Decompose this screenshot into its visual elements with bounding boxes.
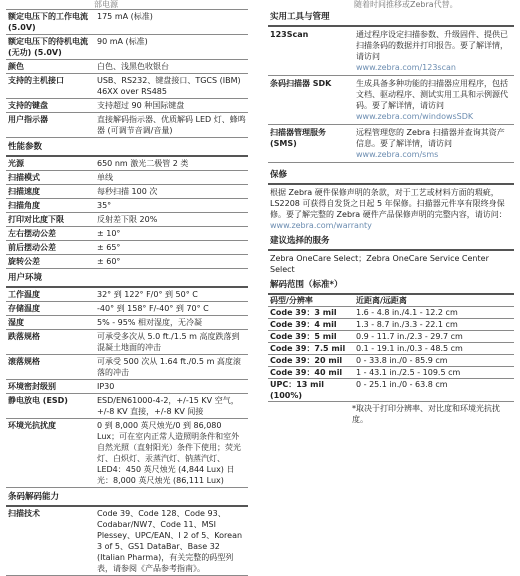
link-warranty[interactable]: www.zebra.com/warranty <box>270 221 372 230</box>
spec-row-operating-current: 额定电压下的工作电流 (5.0V) 175 mA (标准) <box>6 10 248 35</box>
spec-row-ambient-light: 环境光抗扰度 0 到 8,000 英尺烛光/0 到 86,080 Lux；可在室内正常人造照明条件和室外自然光照（直射阳光）条件下使用；荧光灯、白炽灯、汞蒸汽灯、钠蒸汽灯、LED4：450 英尺烛光 (4,844 Lux) 日光：8,000 英尺烛光 (86,111 Lux) <box>6 419 248 488</box>
spec-row-roll-tolerance: 左右摆动公差 ± 10° <box>6 227 248 241</box>
spec-row-scan-rate: 扫描速度 每秒扫描 100 次 <box>6 185 248 199</box>
spec-row-keyboards: 支持的键盘 支持超过 90 种国际键盘 <box>6 99 248 113</box>
section-title-performance: 性能参数 <box>6 138 248 157</box>
spec-row-storage-temp: 存储温度 -40° 到 158° F/-40° 到 70° C <box>6 302 248 316</box>
spec-row-tumble-spec: 滚落规格 可承受 500 次从 1.64 ft./0.5 m 高度滚落的冲击 <box>6 355 248 380</box>
range-row: Code 39：7.5 mil 0.1 - 19.1 in./0.3 - 48.5 cm <box>268 343 514 355</box>
spec-row-operating-temp: 工作温度 32° 到 122° F/0° 到 50° C <box>6 288 248 302</box>
spec-row-esd: 静电放电 (ESD) ESD/EN61000-4-2，+/-15 KV 空气，+/-8 KV 直接，+/-8 KV 间接 <box>6 394 248 419</box>
spec-row-scan-angle: 扫描角度 35° <box>6 199 248 213</box>
spec-row-pitch-tolerance: 前后摆动公差 ± 65° <box>6 241 248 255</box>
spec-row-humidity: 湿度 5% - 95% 相对湿度，无冷凝 <box>6 316 248 330</box>
range-row: Code 39：20 mil 0 - 33.8 in./0 - 85.9 cm <box>268 355 514 367</box>
tool-row-sms: 扫描器管理服务 (SMS) 远程管理您的 Zebra 扫描器并查询其资产信息。要了解详情，请访问 www.zebra.com/sms <box>268 125 514 163</box>
link-windows-sdk[interactable]: www.zebra.com/windowsSDK <box>356 112 474 121</box>
section-title-services: 建议选择的服务 <box>268 233 514 251</box>
right-column <box>268 0 514 426</box>
range-row: Code 39：5 mil 0.9 - 11.7 in./2.3 - 29.7 cm <box>268 331 514 343</box>
range-note-row <box>268 402 514 426</box>
range-row: Code 39：40 mil 1 - 43.1 in./2.5 - 109.5 cm <box>268 367 514 379</box>
left-top-partial: 部电源 <box>6 0 248 10</box>
spec-row-drop-spec: 跌落规格 可承受多次从 5.0 ft./1.5 m 高度跌落到混凝土地面的冲击 <box>6 330 248 355</box>
tool-desc: 生成具备多种功能的扫描器应用程序，包括文档、驱动程序、测试实用工具和示例源代码。要了解详情，请访问 <box>356 79 508 110</box>
tool-desc: 远程管理您的 Zebra 扫描器并查询其资产信息。要了解详情，请访问 <box>356 128 505 148</box>
spec-row-scan-pattern: 扫描模式 单线 <box>6 171 248 185</box>
services-text: Zebra OneCare Select；Zebra OneCare Service Center Select <box>270 254 489 274</box>
spec-row-print-contrast: 打印对比度下限 反射差下限 20% <box>6 213 248 227</box>
spec-row-color: 颜色 白色、浅黑色收银台 <box>6 60 248 74</box>
range-table-header: 码型/分辨率 近距离/远距离 <box>268 295 514 307</box>
link-sms[interactable]: www.zebra.com/sms <box>356 150 439 159</box>
spec-row-sealing: 环境密封级别 IP30 <box>6 380 248 394</box>
spec-row-light-source: 光源 650 nm 激光二极管 2 类 <box>6 157 248 171</box>
range-footnote: *取决于打印分辨率、对比度和环境光抗扰度。 <box>352 404 500 424</box>
range-row: UPC：13 mil (100%) 0 - 25.1 in./0 - 63.8 cm <box>268 379 514 402</box>
spec-row-user-indicators: 用户指示器 直接解码指示器、优质解码 LED 灯、蜂鸣器 (可调节音调/音量) <box>6 113 248 138</box>
tool-row-123scan: 123Scan 通过程序设定扫描参数、升级固件、提供已扫描条码的数据并打印报告。要了解详情，请访问 www.zebra.com/123scan <box>268 27 514 76</box>
section-title-tools: 实用工具与管理 <box>268 9 514 27</box>
right-top-partial: 随着时间推移或Zebra代替。 <box>354 0 458 9</box>
spec-row-standby-current: 额定电压下的待机电流 (无功) (5.0V) 90 mA (标准) <box>6 35 248 60</box>
spec-row-symbologies: 扫描技术 Code 39、Code 128、Code 93、Codabar/NW7、Code 11、MSI Plessey、UPC/EAN、I 2 of 5、Korean 3 of 5、GS1 DataBar、Base 32 (Italian Pharma)，有关完整的码型列表，请参阅《产品参考指南》。 <box>6 507 248 576</box>
tool-row-sdk: 条码扫描器 SDK 生成具备多种功能的扫描器应用程序，包括文档、驱动程序、测试实用工具和示例源代码。要了解详情，请访问 www.zebra.com/windowsSDK <box>268 76 514 125</box>
left-column <box>6 0 248 576</box>
spec-row-skew-tolerance: 旋转公差 ± 60° <box>6 255 248 269</box>
warranty-text: 根据 Zebra 硬件保修声明的条款，对于工艺或材料方面的瑕疵，LS2208 可获得自发货之日起 5 年保修。扫描器元件享有限终身保修。要了解完整的 Zebra 硬件产品保修声明的完整内容，请访问： www.zebra.com/warranty <box>270 188 507 230</box>
section-title-warranty: 保修 <box>268 167 514 185</box>
range-row: Code 39：3 mil 1.6 - 4.8 in./4.1 - 12.2 cm <box>268 307 514 319</box>
range-row: Code 39：4 mil 1.3 - 8.7 in./3.3 - 22.1 cm <box>268 319 514 331</box>
tool-desc: 通过程序设定扫描参数、升级固件、提供已扫描条码的数据并打印报告。要了解详情，请访问 <box>356 30 508 61</box>
spec-row-host-interfaces: 支持的主机接口 USB、RS232、键盘接口、TGCS (IBM) 46XX over RS485 <box>6 74 248 99</box>
section-title-decode-range: 解码范围（标准*） <box>268 277 514 295</box>
section-title-environment: 用户环境 <box>6 269 248 288</box>
link-123scan[interactable]: www.zebra.com/123scan <box>356 63 456 72</box>
section-title-decode: 条码解码能力 <box>6 488 248 507</box>
